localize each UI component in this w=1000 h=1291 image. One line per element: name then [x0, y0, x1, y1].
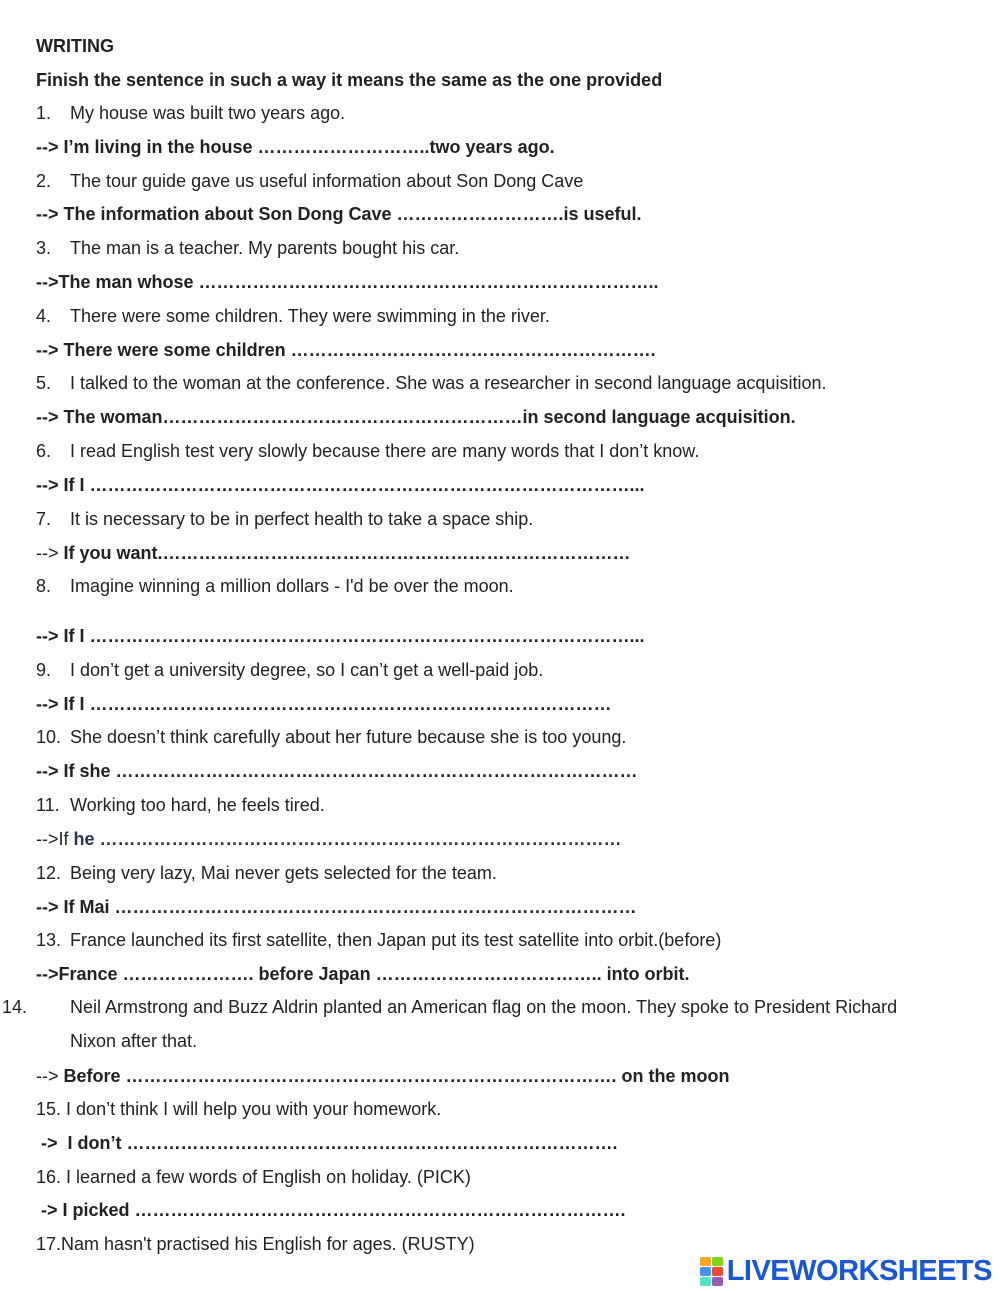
question-number: 7. — [36, 509, 52, 529]
question-text: The tour guide gave us useful information about Son Dong Cave — [70, 171, 584, 191]
answer-prefix: --> — [36, 137, 64, 157]
answer-text: The information about Son Dong Cave ……………………….is useful. — [63, 204, 642, 224]
answer-prefix: --> — [36, 964, 59, 984]
answer-text: If she …………………………………………………………………………… — [63, 761, 638, 781]
answer-prefix: --> — [36, 272, 59, 292]
question-14 — [2, 991, 916, 1058]
question-number: 6. — [36, 441, 52, 461]
answer-prefix: --> — [36, 543, 64, 563]
question-number: 1. — [36, 103, 52, 123]
logo-tile — [712, 1257, 723, 1266]
logo-tile — [700, 1277, 711, 1286]
question-text: Working too hard, he feels tired. — [70, 795, 325, 815]
instruction: Finish the sentence in such a way it means the same as the one provided — [36, 70, 663, 90]
question-number: 10. — [36, 727, 62, 747]
question-text: Being very lazy, Mai never gets selected for the team. — [70, 863, 497, 883]
logo-tile — [700, 1257, 711, 1266]
question-number: 8. — [36, 576, 52, 596]
question-15 — [36, 1098, 441, 1120]
question-2 — [36, 170, 583, 192]
answer-prefix: --> — [36, 626, 64, 646]
answer-prefix: --> — [36, 340, 64, 360]
question-number: 17. — [36, 1234, 62, 1254]
answer-5[interactable] — [36, 406, 796, 428]
question-text: The man is a teacher. My parents bought his car. — [70, 238, 460, 258]
liveworksheets-logo[interactable] — [700, 1256, 992, 1286]
question-text: My house was built two years ago. — [70, 103, 346, 123]
answer-text: If you want.…………………………………………………………………… — [63, 543, 631, 563]
question-6 — [36, 440, 699, 462]
question-9 — [36, 659, 543, 681]
question-5 — [36, 372, 826, 394]
answer-10[interactable] — [36, 760, 638, 782]
answer-1[interactable] — [36, 136, 555, 158]
answer-text: The woman……………………………………………………in second language acquisition. — [63, 407, 796, 427]
answer-prefix: --> — [36, 204, 64, 224]
question-number: 12. — [36, 863, 62, 883]
question-17 — [36, 1233, 475, 1255]
question-number: 11. — [36, 795, 60, 815]
question-text: I talked to the woman at the conference. She was a researcher in second language acquisition. — [70, 373, 827, 393]
answer-text: There were some children ……………………………………………………. — [63, 340, 656, 360]
answer-prefix: -->If — [36, 829, 74, 849]
answer-text: If I ………………………………………………………………………………... — [63, 626, 645, 646]
answer-text: If I ………………………………………………………………………………... — [63, 475, 645, 495]
answer-3[interactable] — [36, 271, 659, 293]
question-text: I don’t think I will help you with your homework. — [66, 1099, 442, 1119]
answer-prefix: --> — [36, 1066, 64, 1086]
question-number: 14. — [2, 997, 28, 1017]
question-number: 15. — [36, 1099, 62, 1119]
question-11 — [36, 794, 325, 816]
logo-tile — [700, 1267, 711, 1276]
answer-9[interactable] — [36, 693, 612, 715]
question-number: 3. — [36, 238, 52, 258]
answer-12[interactable] — [36, 896, 637, 918]
answer-2[interactable] — [36, 203, 642, 225]
question-text: Neil Armstrong and Buzz Aldrin planted an American flag on the moon. They spoke to President Richard Nixon after that. — [70, 997, 898, 1051]
answer-16[interactable] — [36, 1199, 626, 1221]
answer-prefix: --> — [36, 761, 64, 781]
question-text: I read English test very slowly because there are many words that I don’t know. — [70, 441, 700, 461]
page-heading: WRITING — [36, 36, 114, 56]
answer-text: If Mai …………………………………………………………………………… — [63, 897, 637, 917]
answer-13[interactable] — [36, 963, 690, 985]
question-10 — [36, 726, 626, 748]
answer-text: he …………………………………………………………………………… — [73, 829, 622, 849]
logo-tile — [712, 1267, 723, 1276]
answer-11[interactable] — [36, 828, 622, 850]
answer-prefix: --> — [36, 407, 64, 427]
question-text: I learned a few words of English on holiday. (PICK) — [66, 1167, 471, 1187]
question-7 — [36, 508, 533, 530]
question-text: France launched its first satellite, then Japan put its test satellite into orbit.(before) — [70, 930, 722, 950]
question-4 — [36, 305, 550, 327]
answer-text: I don’t ………………………………………………………………………. — [67, 1133, 618, 1153]
question-number: 13. — [36, 930, 62, 950]
logo-text: LIVEWORKSHEETS — [726, 1254, 992, 1287]
question-text: I don’t get a university degree, so I can’t get a well-paid job. — [70, 660, 544, 680]
question-13 — [36, 929, 721, 951]
question-12 — [36, 862, 497, 884]
answer-6[interactable] — [36, 474, 645, 496]
question-8 — [36, 575, 514, 597]
liveworksheets-logo-icon — [700, 1257, 723, 1286]
answer-14[interactable] — [36, 1065, 730, 1087]
question-number: 16. — [36, 1167, 62, 1187]
question-1 — [36, 102, 345, 124]
question-number: 9. — [36, 660, 52, 680]
logo-tile — [712, 1277, 723, 1286]
question-text: Nam hasn't practised his English for ages. (RUSTY) — [61, 1234, 475, 1254]
question-text: It is necessary to be in perfect health to take a space ship. — [70, 509, 534, 529]
question-number: 2. — [36, 171, 52, 191]
answer-15[interactable] — [36, 1132, 618, 1154]
answer-text: France …………………. before Japan ……………………………….. into orbit. — [58, 964, 690, 984]
question-3 — [36, 237, 459, 259]
question-16 — [36, 1166, 471, 1188]
answer-prefix: -> — [36, 1200, 63, 1220]
answer-4[interactable] — [36, 339, 656, 361]
answer-8[interactable] — [36, 625, 645, 647]
answer-prefix: --> — [36, 475, 64, 495]
answer-prefix: --> — [36, 897, 64, 917]
answer-text: I picked ………………………………………………………………………. — [62, 1200, 626, 1220]
question-text: She doesn’t think carefully about her future because she is too young. — [70, 727, 627, 747]
answer-prefix: -> — [36, 1133, 68, 1153]
answer-text: If I …………………………………………………………………………… — [63, 694, 612, 714]
question-text: There were some children. They were swimming in the river. — [70, 306, 550, 326]
answer-text: Before ………………………………………………………………………. on the moon — [63, 1066, 730, 1086]
question-text: Imagine winning a million dollars - I'd be over the moon. — [70, 576, 514, 596]
answer-text: The man whose ………………………………………………………………….. — [58, 272, 659, 292]
answer-prefix: --> — [36, 694, 64, 714]
answer-7[interactable] — [36, 542, 631, 564]
answer-text: I’m living in the house ………………………..two years ago. — [63, 137, 555, 157]
question-number: 5. — [36, 373, 52, 393]
question-number: 4. — [36, 306, 52, 326]
